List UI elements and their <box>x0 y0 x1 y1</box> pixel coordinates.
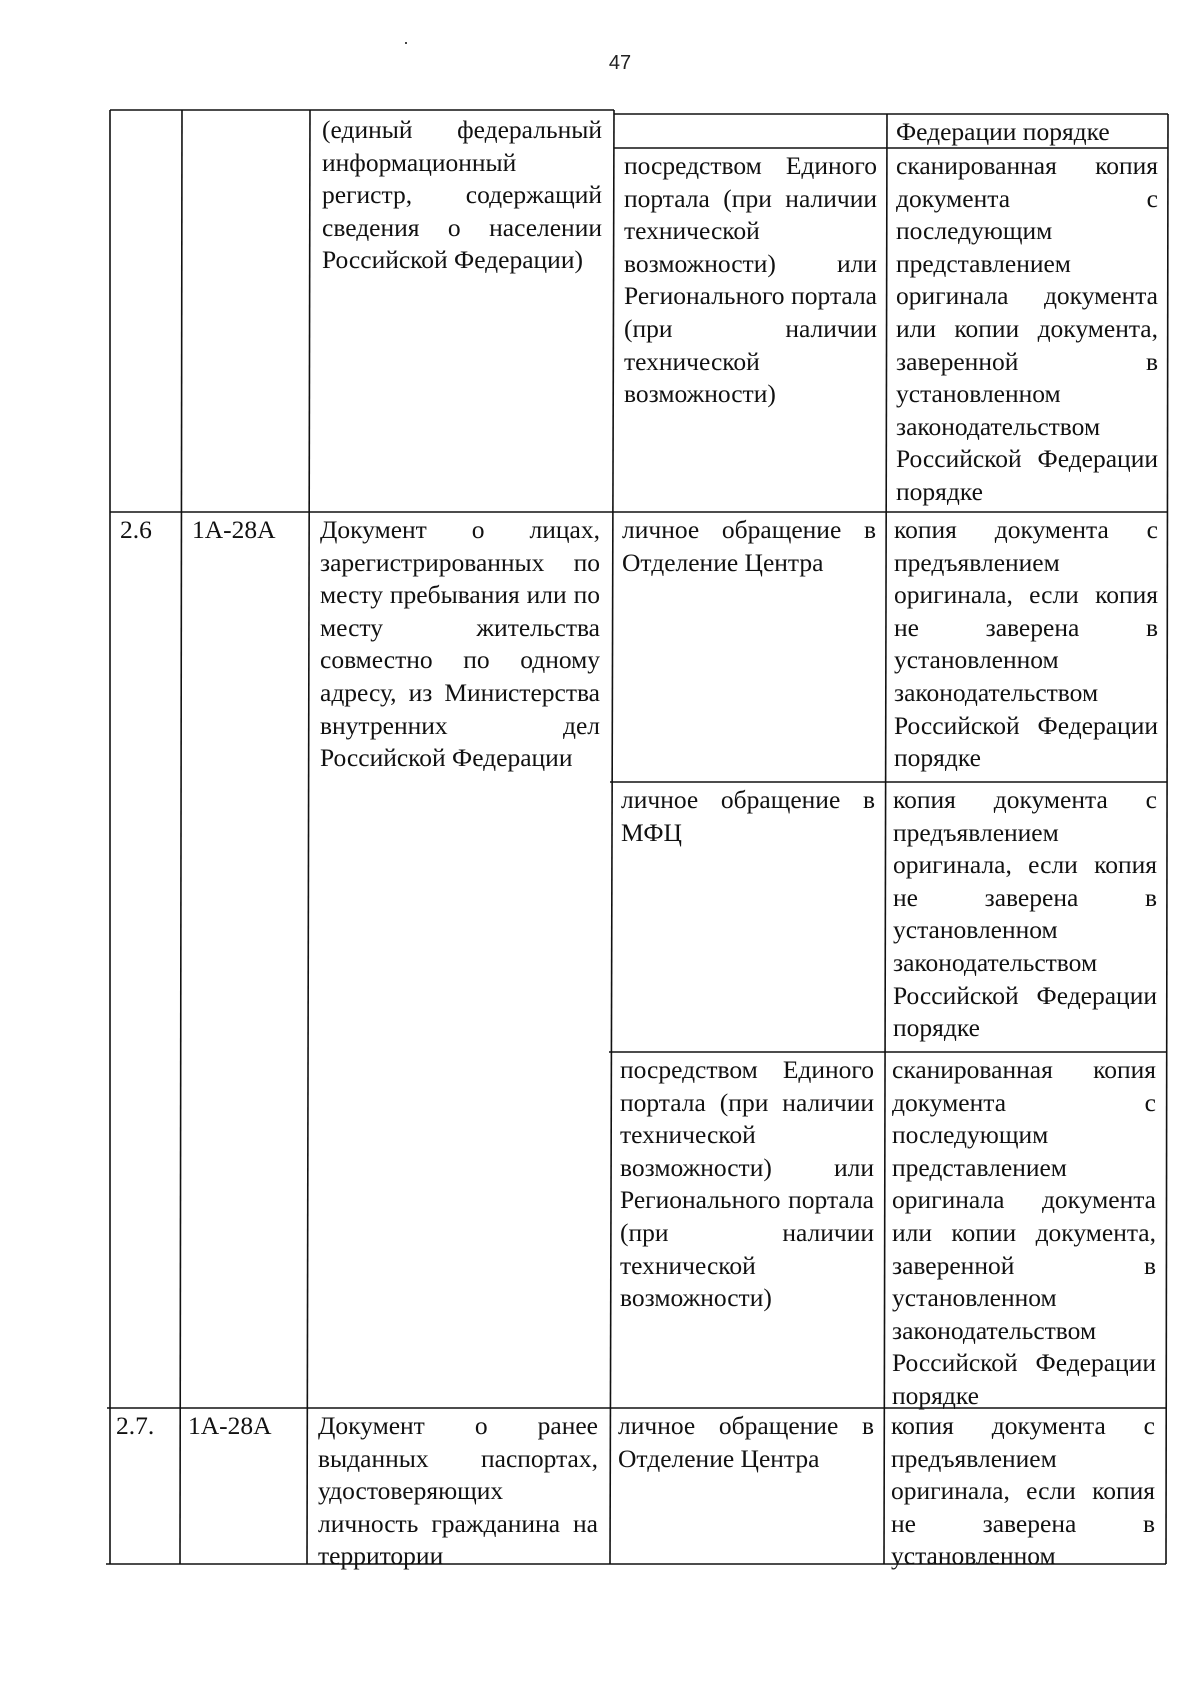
submission-form: копия документа с предъявлением оригинала, если копия не заверена в установленном <box>891 1411 1155 1571</box>
row-document-name: Документ о ранее выданных паспортах, удостоверяющих личность гражданина на территории <box>318 1411 598 1571</box>
table-border-right <box>1166 114 1168 1564</box>
row-document-name: Документ о лицах, зарегистрированных по месту пребывания или по месту жительства совместно по одному адресу, из Министерства внутренних дел Российской Федерации <box>320 515 600 773</box>
row-code: 1А-28А <box>188 1411 272 1440</box>
submission-form: копия документа с предъявлением оригинала, если копия не заверена в установленном законодательством Российской Федерации порядке <box>893 785 1157 1043</box>
submission-method: личное обращение в МФЦ <box>621 785 875 847</box>
submission-method: личное обращение в Отделение Центра <box>622 515 876 577</box>
row-number: 2.7. <box>116 1411 155 1440</box>
submission-method: личное обращение в Отделение Центра <box>618 1411 874 1473</box>
continuation-document-cell: (единый федеральный информационный регистр, содержащий сведения о населении Российской Федерации) <box>322 115 602 275</box>
row-code: 1А-28А <box>192 515 276 544</box>
col-divider-2 <box>307 110 310 1564</box>
col-divider-3 <box>610 110 614 1564</box>
col-divider-4 <box>884 114 887 1564</box>
submission-form: копия документа с предъявлением оригинала, если копия не заверена в установленном законодательством Российской Федерации порядке <box>894 515 1158 773</box>
page-number: 47 <box>608 52 632 74</box>
submission-method: посредством Единого портала (при наличии технической возможности) или Регионального портала (при наличии технической возможности) <box>620 1055 874 1313</box>
continuation-method-cell: посредством Единого портала (при наличии технической возможности) или Регионального портала (при наличии технической возможности) <box>624 151 877 409</box>
row-number: 2.6 <box>120 515 152 544</box>
continuation-form-cell: сканированная копия документа с последующим представлением оригинала документа или копии документа, заверенной в установленном законодательством Российской Федерации порядке <box>896 151 1158 506</box>
col-divider-1 <box>180 110 182 1564</box>
submission-form: сканированная копия документа с последующим представлением оригинала документа или копии документа, заверенной в установленном законодательством Российской Федерации порядке <box>892 1055 1156 1410</box>
continuation-strip-text: Федерации порядке <box>896 117 1110 146</box>
